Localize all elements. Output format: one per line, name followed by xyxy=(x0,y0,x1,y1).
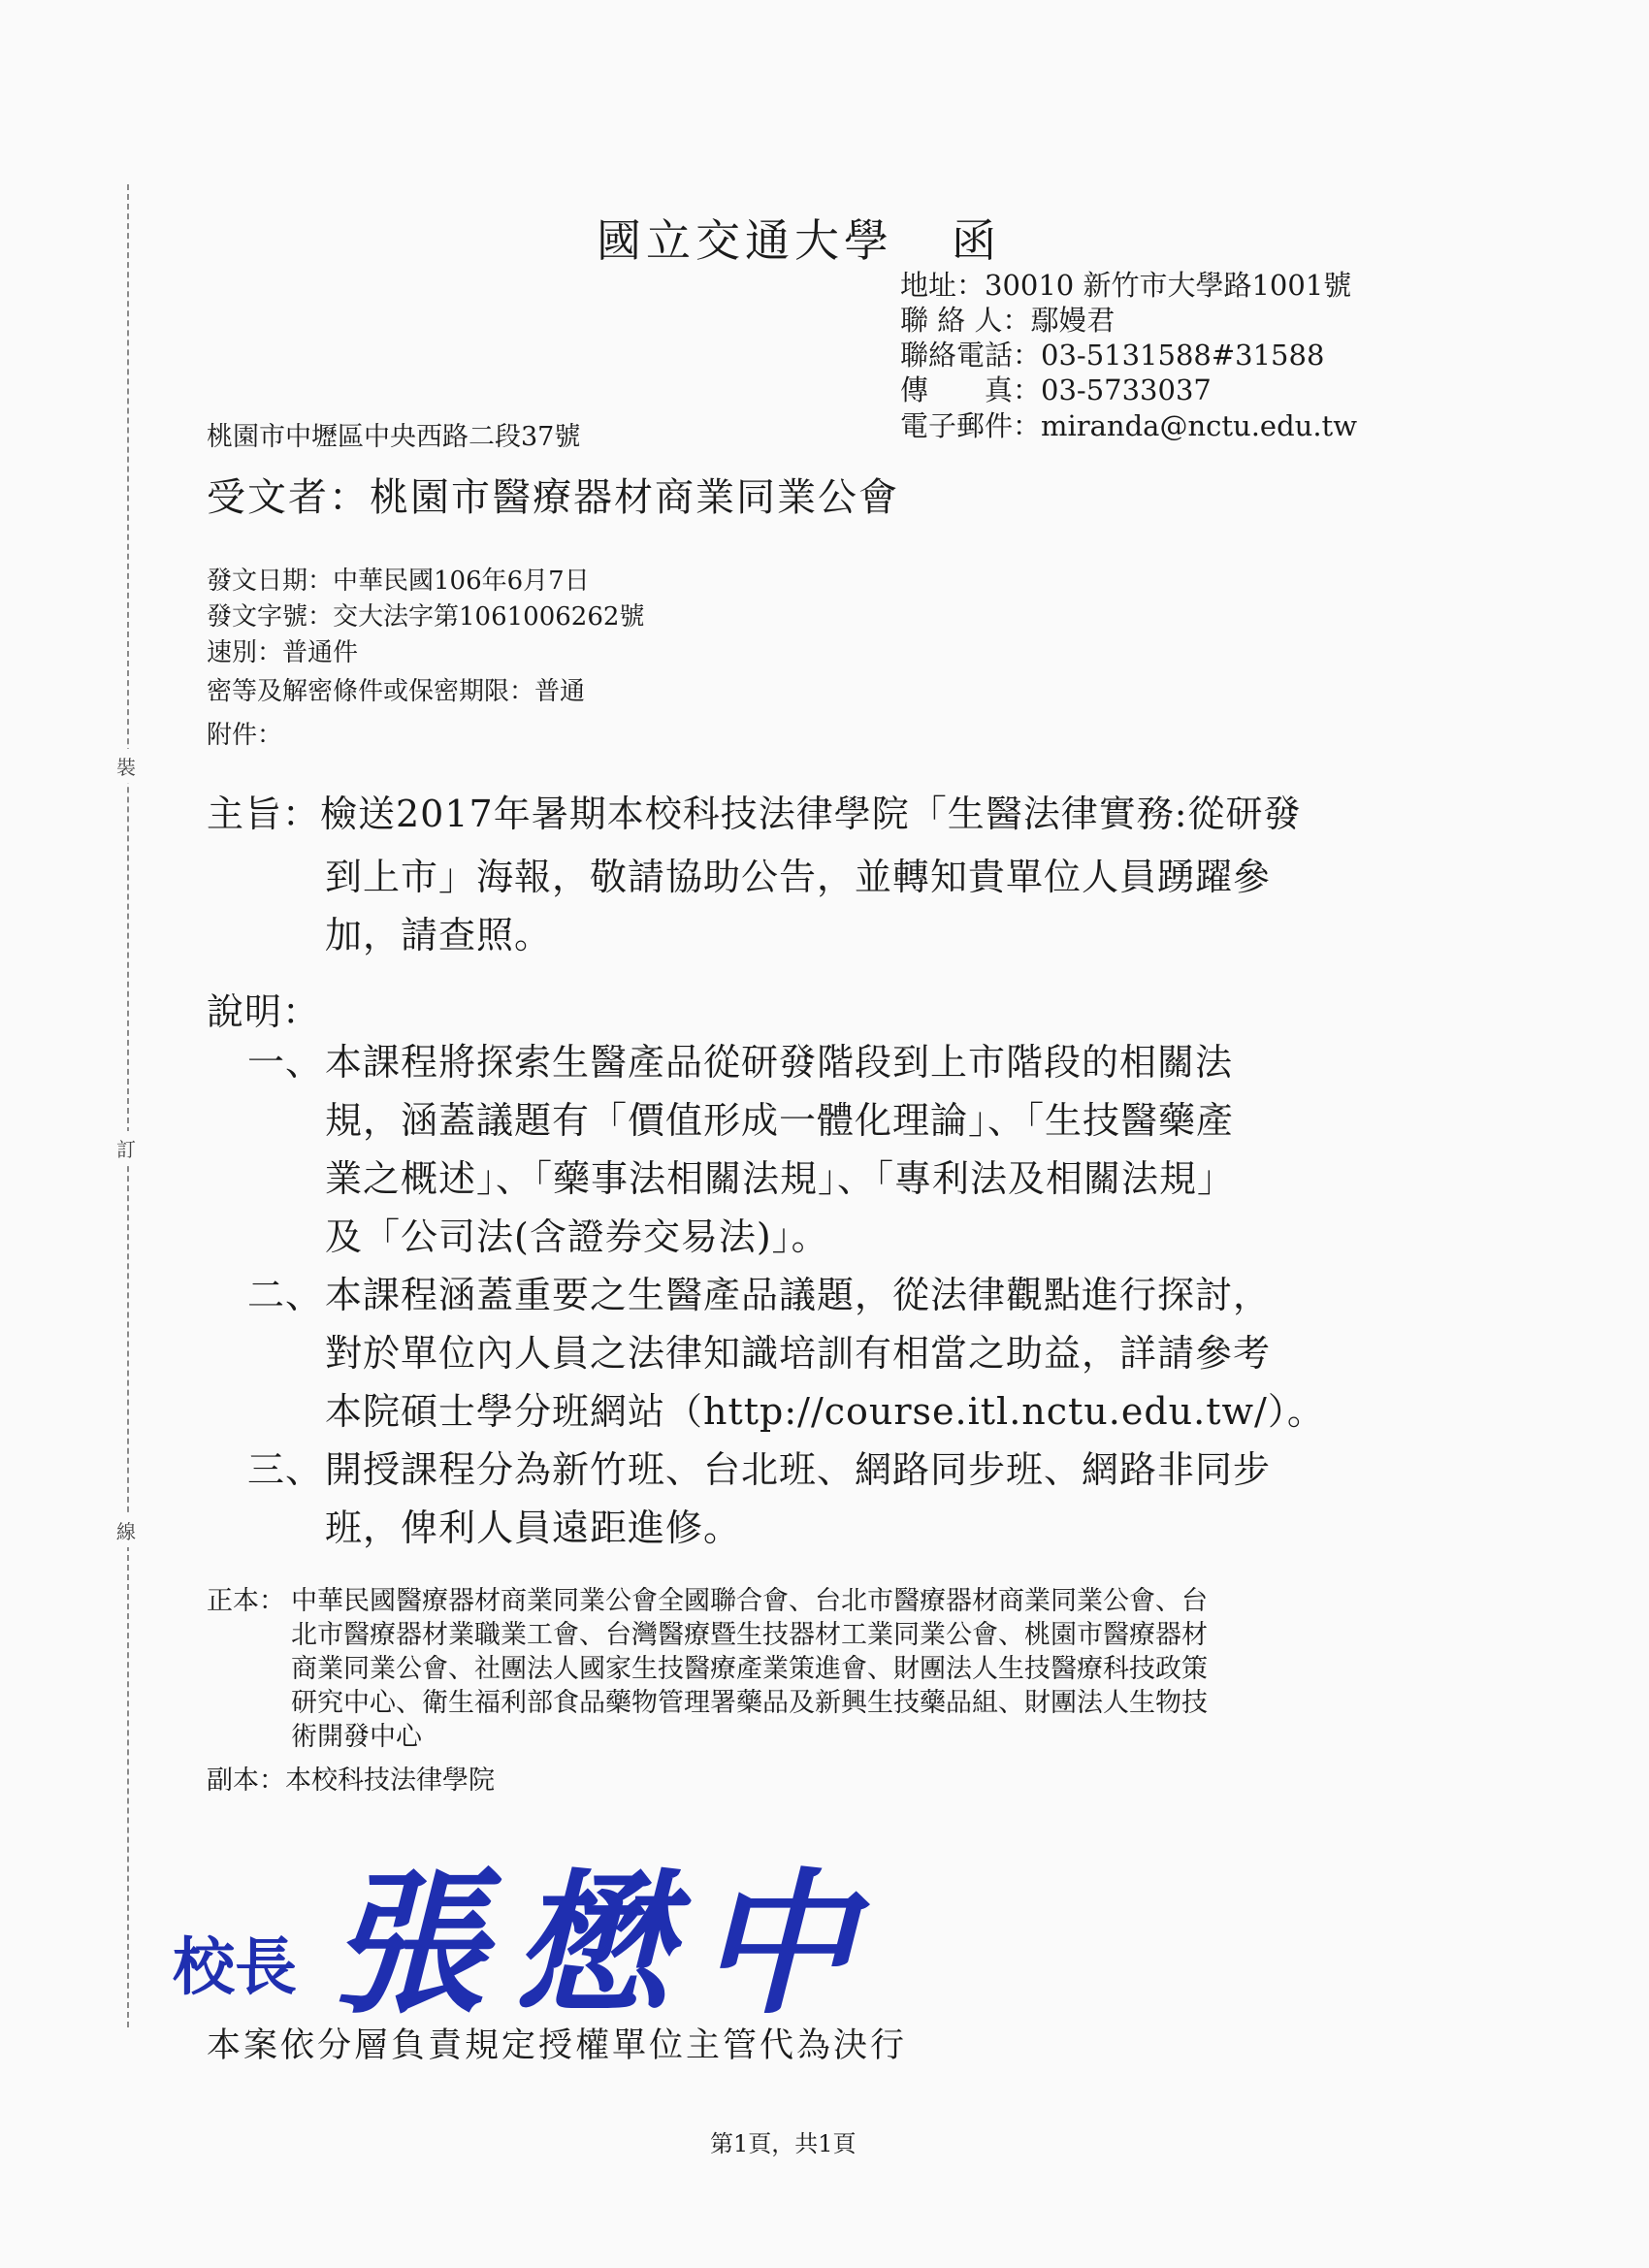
copy-line: 副本：本校科技法律學院 xyxy=(207,1766,495,1796)
item-line: 班，俾利人員遠距進修。 xyxy=(325,1507,742,1549)
item-number: 三、 xyxy=(247,1448,324,1491)
recipient: 受文者：桃園市醫療器材商業同業公會 xyxy=(207,475,899,520)
original-line: 北市醫療器材業職業工會、台灣醫療暨生技器材工業同業公會、桃園市醫療器材 xyxy=(291,1620,1208,1650)
binding-mark: 線 xyxy=(116,1513,136,1547)
subject-line: 加，請查照。 xyxy=(325,914,553,956)
item-line: 本院碩士學分班網站（http://course.itl.nctu.edu.tw/）。 xyxy=(325,1390,1325,1433)
signature xyxy=(165,1824,1038,2037)
subject-line: 到上市」海報，敬請協助公告，並轉知貴單位人員踴躍參 xyxy=(325,856,1272,898)
item-number: 二、 xyxy=(247,1274,324,1316)
contact-phone: 聯絡電話：03-5131588#31588 xyxy=(900,339,1325,372)
delivery-speed: 速別：普通件 xyxy=(207,638,359,667)
contact-fax: 傳 真：03-5733037 xyxy=(900,373,1212,406)
item-line: 開授課程分為新竹班、台北班、網路同步班、網路非同步 xyxy=(325,1448,1272,1491)
attachment: 附件： xyxy=(207,721,283,750)
signature-name: 張懋中 xyxy=(330,1854,884,2035)
binding-line xyxy=(127,184,129,2027)
explanation-heading: 說明： xyxy=(207,990,321,1033)
recipient-address: 桃園市中壢區中央西路二段37號 xyxy=(207,422,581,452)
contact-person: 聯 絡 人：鄢嫚君 xyxy=(900,304,1116,337)
original-line: 中華民國醫療器材商業同業公會全國聯合會、台北市醫療器材商業同業公會、台 xyxy=(291,1586,1208,1616)
item-line: 本課程將探索生醫產品從研發階段到上市階段的相關法 xyxy=(325,1041,1234,1084)
page-footer: 第1頁，共1頁 xyxy=(710,2130,857,2157)
binding-mark: 裝 xyxy=(116,749,136,783)
item-line: 業之概述」、「藥事法相關法規」、「專利法及相關法規」 xyxy=(325,1157,1236,1200)
title-org: 國立交通大學 xyxy=(597,214,893,267)
subject-line: 主旨：檢送2017年暑期本校科技法律學院「生醫法律實務:從研發 xyxy=(207,793,1302,835)
original-line: 術開發中心 xyxy=(291,1722,422,1752)
page-title xyxy=(597,206,1001,270)
secrecy-level: 密等及解密條件或保密期限：普通 xyxy=(207,677,586,706)
contact-address: 地址：30010 新竹市大學路1001號 xyxy=(900,269,1352,302)
item-line: 規，涵蓋議題有「價值形成一體化理論」、「生技醫藥產 xyxy=(325,1099,1235,1142)
contact-email: 電子郵件：miranda@nctu.edu.tw xyxy=(900,409,1358,442)
item-line: 本課程涵蓋重要之生醫產品議題，從法律觀點進行探討， xyxy=(325,1274,1272,1316)
original-label: 正本： xyxy=(207,1586,285,1616)
issue-date: 發文日期：中華民國106年6月7日 xyxy=(207,567,590,596)
signature-title: 校長 xyxy=(173,1931,297,2004)
item-line: 對於單位內人員之法律知識培訓有相當之助益，詳請參考 xyxy=(325,1332,1272,1375)
delegation-note: 本案依分層負責規定授權單位主管代為決行 xyxy=(207,2026,908,2065)
item-number: 一、 xyxy=(247,1041,324,1084)
original-line: 研究中心、衛生福利部食品藥物管理署藥品及新興生技藥品組、財團法人生物技 xyxy=(291,1688,1208,1718)
item-line: 及「公司法(含證券交易法)」。 xyxy=(325,1215,829,1258)
title-type: 函 xyxy=(952,214,1001,267)
binding-mark: 訂 xyxy=(116,1131,136,1165)
document-number: 發文字號：交大法字第1061006262號 xyxy=(207,602,645,632)
original-line: 商業同業公會、社團法人國家生技醫療產業策進會、財團法人生技醫療科技政策 xyxy=(291,1654,1208,1684)
